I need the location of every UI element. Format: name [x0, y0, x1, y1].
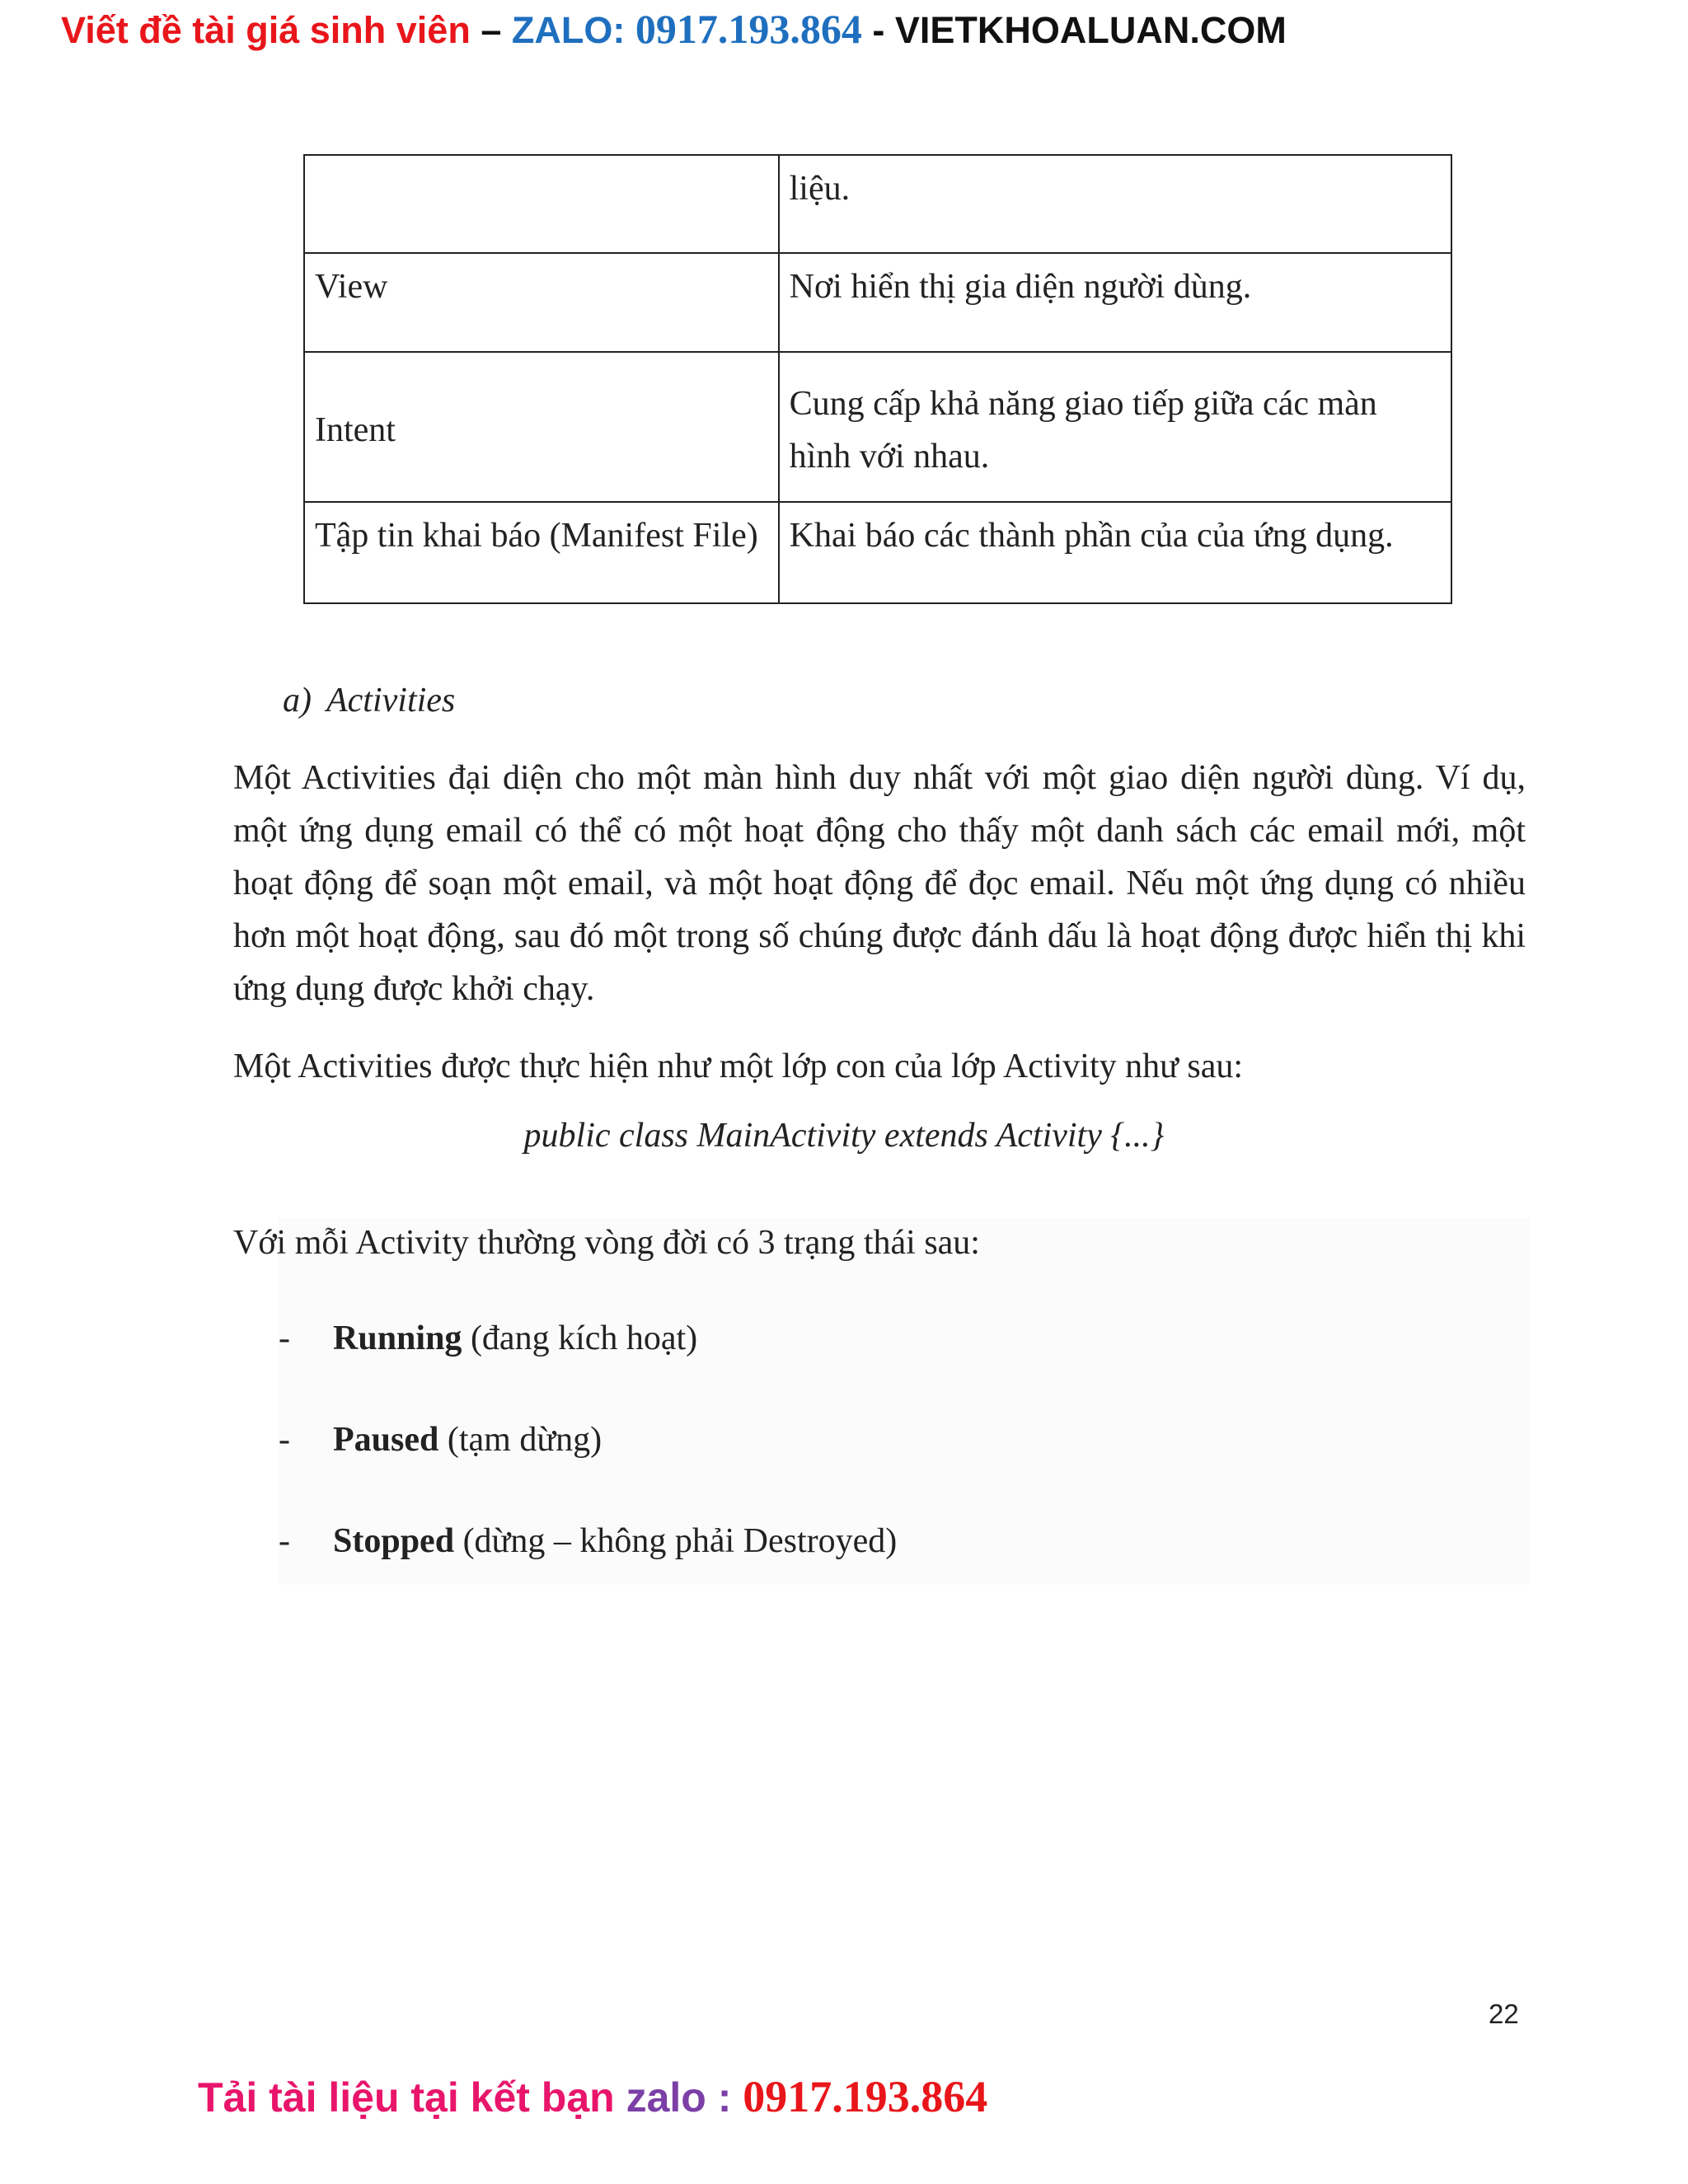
- code-snippet: public class MainActivity extends Activity {...}: [523, 1117, 1165, 1155]
- list-item: [279, 1420, 602, 1460]
- bullet-dash: -: [279, 1522, 290, 1560]
- list-item: [279, 1319, 697, 1358]
- table-cell-description: Nơi hiển thị gia diện người dùng.: [779, 253, 1451, 352]
- header-dash: –: [470, 9, 512, 51]
- header-title: Viết đề tài giá sinh viên: [61, 9, 471, 51]
- section-heading: [283, 681, 455, 720]
- table-row: [304, 253, 1451, 352]
- list-item: [279, 1521, 897, 1561]
- bullet-desc: (đang kích hoạt): [462, 1319, 698, 1357]
- header-zalo-label: ZALO:: [511, 9, 635, 51]
- table-row: [304, 155, 1451, 253]
- bullet-term: Running: [333, 1319, 462, 1357]
- footer-colon: :: [706, 2074, 743, 2121]
- page-number: 22: [1489, 1999, 1519, 2029]
- section-letter: a): [283, 682, 312, 719]
- paragraph-activity-subclass: Một Activities được thực hiện như một lớp con của lớp Activity như sau:: [233, 1047, 1244, 1085]
- bullet-term: Stopped: [333, 1522, 455, 1560]
- footer-number: 0917.193.864: [743, 2072, 988, 2121]
- footer-banner: [198, 2071, 987, 2122]
- footer-text: Tải tài liệu tại kết bạn: [198, 2074, 626, 2121]
- table-cell-description: Khai báo các thành phần của của ứng dụng.: [779, 502, 1451, 603]
- components-table: [303, 154, 1452, 604]
- table-cell-component: Tập tin khai báo (Manifest File): [304, 502, 779, 603]
- header-separator: -: [861, 9, 895, 51]
- paragraph-lifecycle-intro: Với mỗi Activity thường vòng đời có 3 trạng thái sau:: [233, 1224, 980, 1262]
- bullet-desc: (tạm dừng): [438, 1421, 603, 1459]
- bullet-dash: -: [279, 1319, 290, 1357]
- table-cell-description: Cung cấp khả năng giao tiếp giữa các màn hình với nhau.: [779, 352, 1451, 502]
- header-site: VIETKHOALUAN.COM: [894, 9, 1287, 51]
- bullet-desc: (dừng – không phải Destroyed): [454, 1522, 898, 1560]
- table-cell-component: [304, 155, 779, 253]
- bullet-term: Paused: [333, 1421, 439, 1459]
- header-banner: [61, 5, 1287, 53]
- table-cell-component: View: [304, 253, 779, 352]
- paragraph-activities-intro: Một Activities đại diện cho một màn hình duy nhất với một giao diện người dùng. Ví dụ, một ứng dụng email có thể có một hoạt động cho thấy một danh sách các email mới, một hoạt động để soạn một email, và một hoạt động để đọc email. Nếu một ứng dụng có nhiều hơn một hoạt động, sau đó một trong số chúng được đánh dấu là hoạt động được hiển thị khi ứng dụng được khởi chạy.: [233, 759, 1526, 1008]
- header-zalo-number: 0917.193.864: [635, 6, 862, 52]
- bullet-dash: -: [279, 1421, 290, 1459]
- section-title: Activities: [326, 682, 456, 719]
- table-cell-description: liệu.: [779, 155, 1451, 253]
- table-row: [304, 502, 1451, 603]
- table-row: [304, 352, 1451, 502]
- footer-zalo: zalo: [626, 2074, 706, 2121]
- table-cell-component: Intent: [304, 352, 779, 502]
